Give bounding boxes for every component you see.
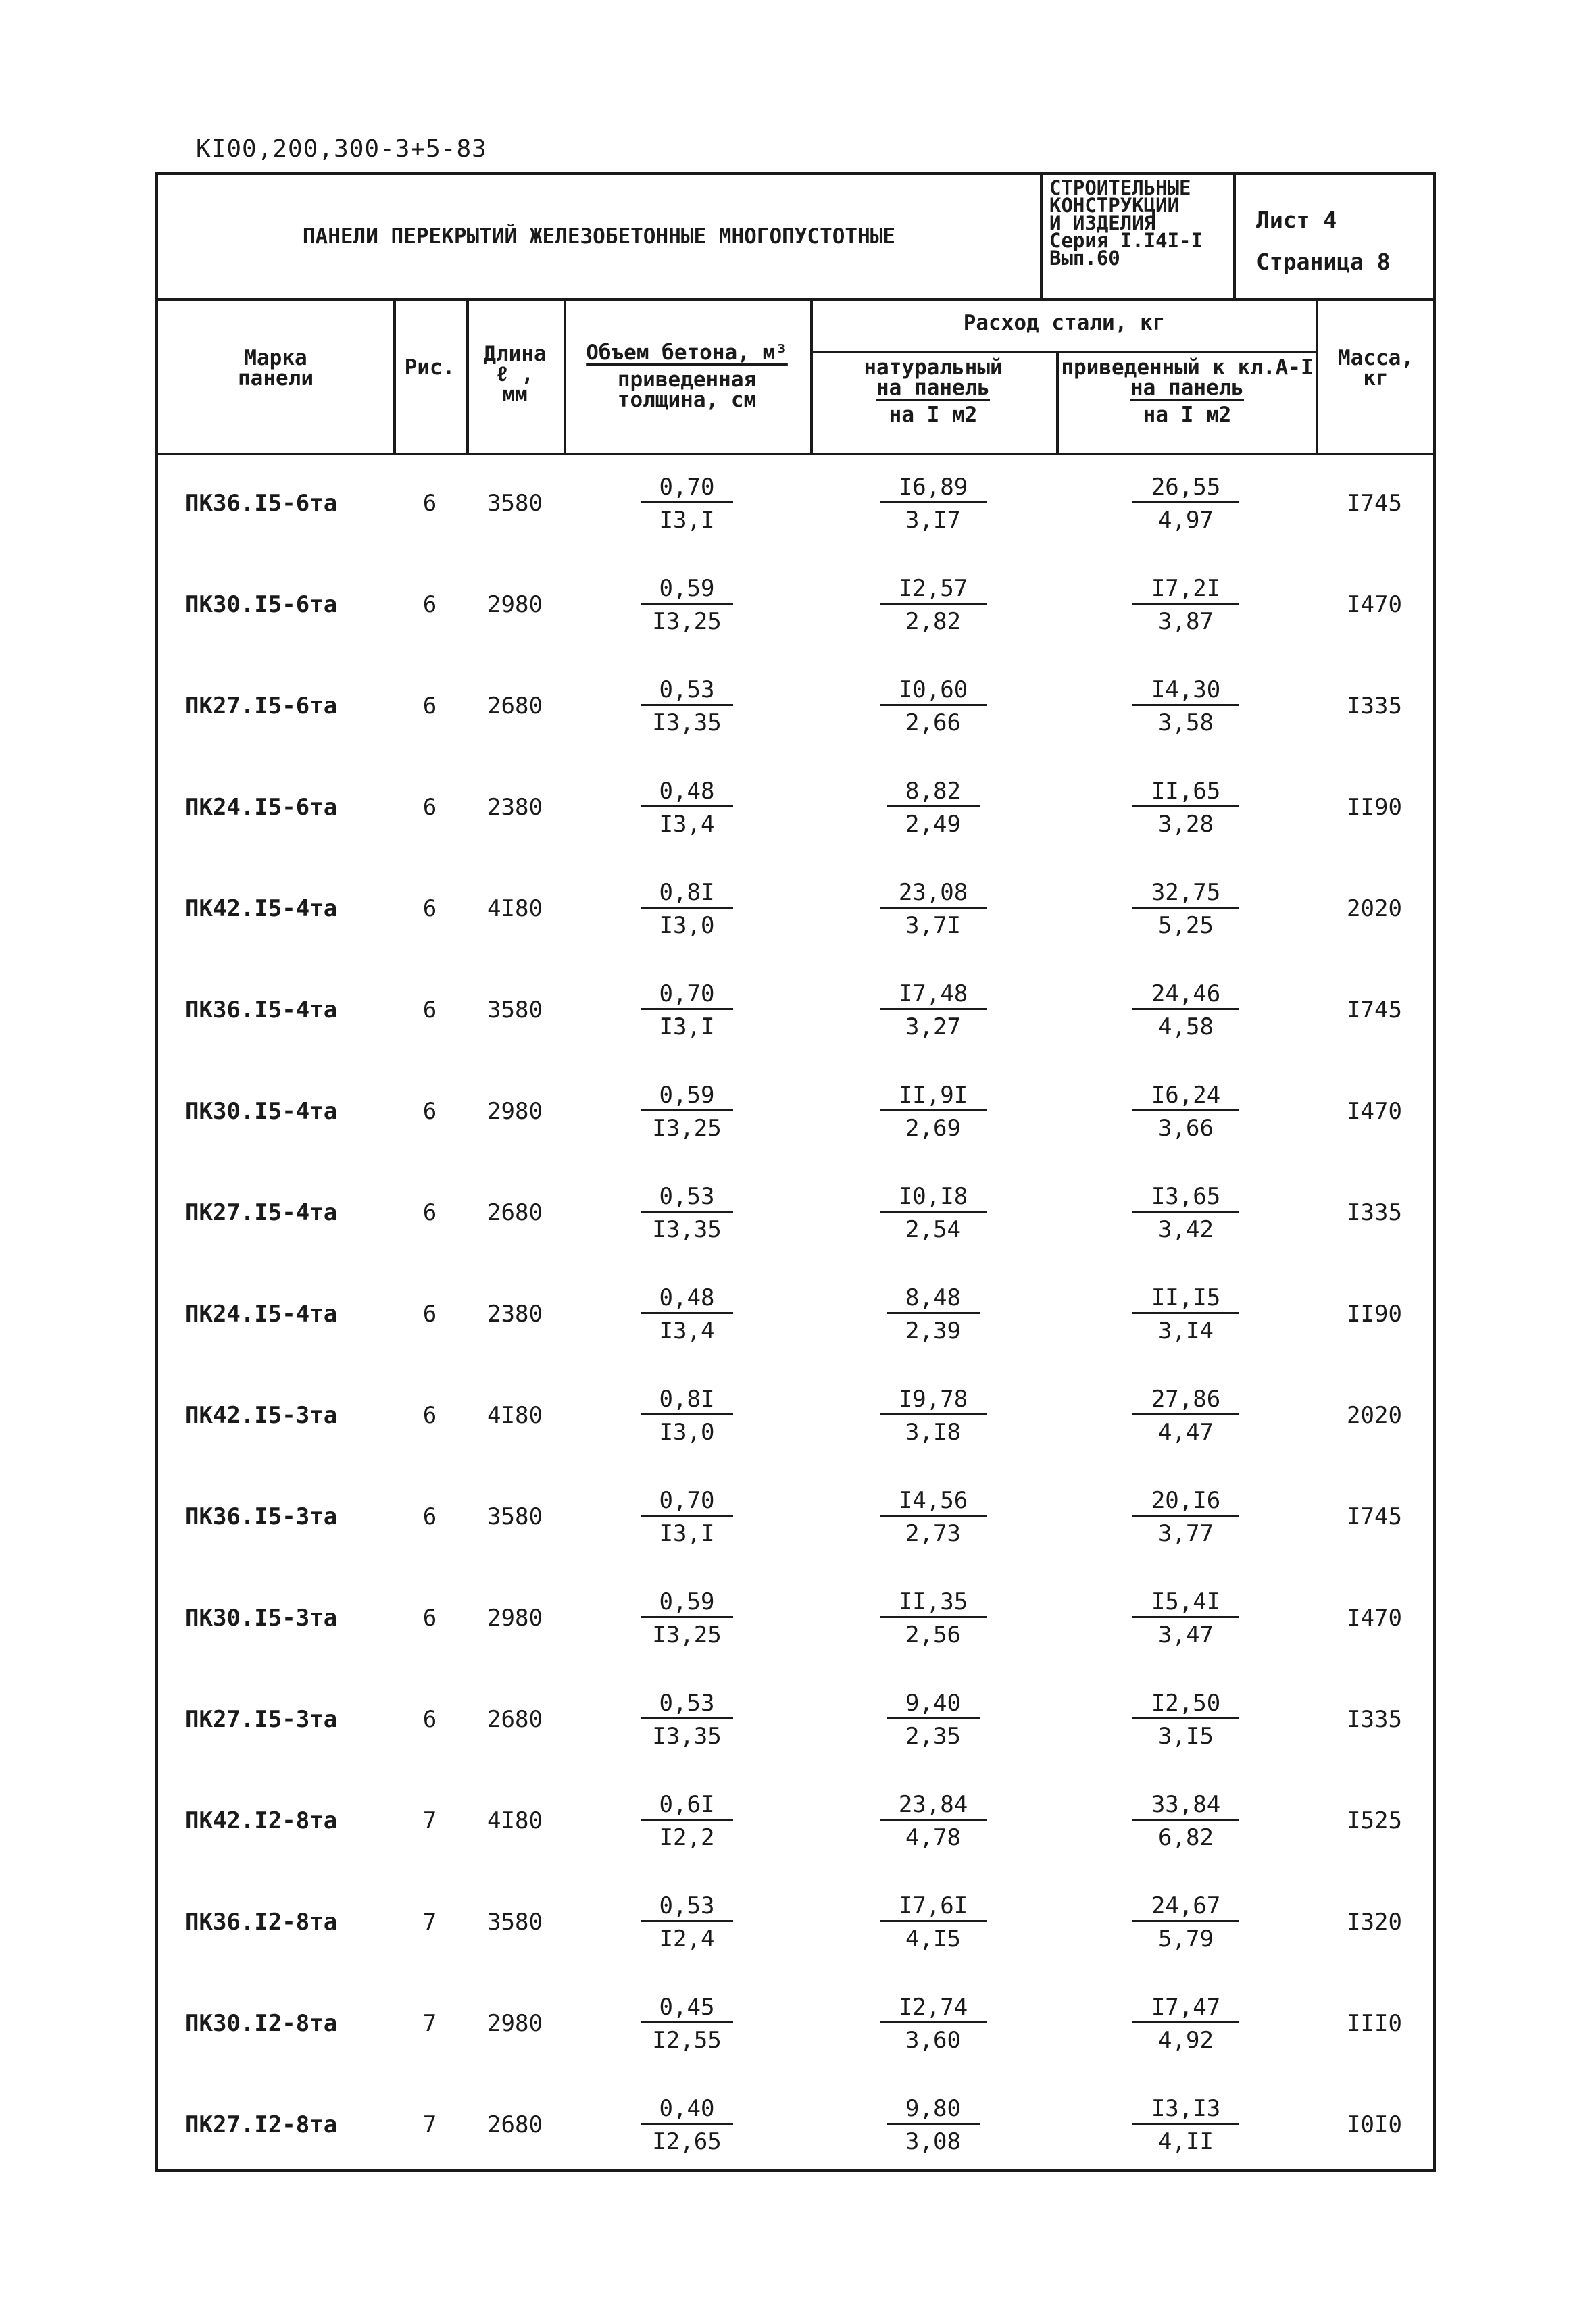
cell-volume	[564, 1672, 810, 1767]
cell-volume	[564, 1976, 810, 2071]
fraction-denominator: I3,35	[652, 709, 722, 736]
table-row	[158, 1165, 1433, 1260]
fraction-denominator: 3,I4	[1158, 1317, 1214, 1344]
fraction-denominator: I3,4	[659, 810, 715, 838]
fraction-denominator: 3,87	[1158, 607, 1214, 635]
fraction-numerator: I3,65	[1132, 1182, 1239, 1213]
table-row	[158, 1875, 1433, 1969]
page-number: Страница 8	[1256, 249, 1391, 275]
fraction-denominator: 5,25	[1158, 911, 1214, 939]
cell-steel-natural	[810, 1368, 1056, 1463]
cell-steel-reduced	[1056, 659, 1316, 753]
fraction-denominator: 3,77	[1158, 1519, 1214, 1547]
cell-mark: ПК27.I2-8та	[185, 2111, 338, 2138]
fraction-denominator: 3,27	[905, 1013, 961, 1040]
fraction-denominator: 3,I7	[905, 506, 961, 534]
table-row	[158, 557, 1433, 652]
cell-figure: 6	[422, 693, 437, 720]
fraction-numerator: 27,86	[1132, 1385, 1239, 1415]
cell-volume	[564, 1064, 810, 1159]
fraction-denominator: 4,47	[1158, 1418, 1214, 1446]
cell-length: 2980	[487, 2010, 543, 2037]
fraction-denominator: I2,65	[652, 2128, 722, 2155]
header-figure: Рис.	[404, 355, 455, 380]
cell-mark: ПК24.I5-6та	[185, 794, 338, 821]
cell-length: 2980	[487, 1605, 543, 1632]
cell-mark: ПК30.I5-3та	[185, 1605, 338, 1632]
table-row	[158, 456, 1433, 551]
cell-mass: II90	[1347, 794, 1402, 821]
fraction-denominator: 3,I5	[1158, 1722, 1214, 1750]
fraction-denominator: 2,66	[905, 709, 961, 736]
fraction-numerator: 0,53	[641, 1182, 734, 1213]
cell-mark: ПК30.I5-4та	[185, 1098, 338, 1125]
header-mark: Марка панели	[238, 346, 314, 391]
cell-volume	[564, 557, 810, 652]
fraction-denominator: 3,7I	[905, 911, 961, 939]
cell-figure: 6	[422, 1402, 437, 1429]
fraction-numerator: 0,59	[641, 1081, 734, 1111]
fraction-denominator: 2,49	[905, 810, 961, 838]
cell-mark: ПК30.I2-8та	[185, 2010, 338, 2037]
series-line: И ИЗДЕЛИЯ	[1049, 211, 1156, 234]
cell-figure: 6	[422, 591, 437, 618]
cell-length: 2980	[487, 1098, 543, 1125]
table-row	[158, 1571, 1433, 1665]
cell-length: 4I80	[487, 895, 543, 922]
cell-mark: ПК36.I5-3та	[185, 1503, 338, 1530]
cell-length: 2380	[487, 794, 543, 821]
fraction-numerator: 0,53	[641, 1892, 734, 1922]
cell-mark: ПК36.I5-6та	[185, 490, 338, 517]
sheet-box	[1236, 175, 1433, 298]
fraction-numerator: I9,78	[880, 1385, 987, 1415]
cell-mark: ПК27.I5-6та	[185, 693, 338, 720]
cell-volume	[564, 760, 810, 855]
cell-length: 2680	[487, 2111, 543, 2138]
cell-mark: ПК36.I5-4та	[185, 997, 338, 1024]
fraction-denominator: I2,55	[652, 2026, 722, 2054]
fraction-denominator: 3,I8	[905, 1418, 961, 1446]
fraction-denominator: I3,I	[659, 1519, 715, 1547]
fraction-numerator: I0,I8	[880, 1182, 987, 1213]
fraction-denominator: 4,II	[1158, 2128, 1214, 2155]
series-line: Серия I.I4I-I	[1049, 229, 1203, 252]
series-line: Вып.60	[1049, 247, 1120, 270]
data-table	[158, 301, 1433, 2169]
fraction-denominator: 5,79	[1158, 1925, 1214, 1953]
cell-volume	[564, 1875, 810, 1969]
cell-volume	[564, 1368, 810, 1463]
cell-steel-reduced	[1056, 861, 1316, 956]
fraction-numerator: 0,8I	[641, 1385, 734, 1415]
fraction-numerator: 0,6I	[641, 1790, 734, 1821]
cell-steel-natural	[810, 861, 1056, 956]
fraction-numerator: 33,84	[1132, 1790, 1239, 1821]
fraction-denominator: 3,58	[1158, 709, 1214, 736]
cell-figure: 7	[422, 2111, 437, 2138]
cell-figure: 6	[422, 1098, 437, 1125]
cell-figure: 6	[422, 1503, 437, 1530]
table-row	[158, 659, 1433, 753]
cell-mass: 2020	[1347, 895, 1402, 922]
table-row	[158, 760, 1433, 855]
cell-length: 2680	[487, 1199, 543, 1226]
cell-mark: ПК27.I5-3та	[185, 1706, 338, 1733]
fraction-denominator: 2,54	[905, 1215, 961, 1243]
fraction-denominator: I3,0	[659, 911, 715, 939]
fraction-numerator: I4,30	[1132, 676, 1239, 706]
sheet-number: Лист 4	[1256, 207, 1337, 233]
cell-steel-reduced	[1056, 963, 1316, 1057]
cell-volume	[564, 1267, 810, 1361]
cell-figure: 6	[422, 895, 437, 922]
fraction-numerator: I7,6I	[880, 1892, 987, 1922]
cell-volume	[564, 963, 810, 1057]
cell-mass: 2020	[1347, 1402, 1402, 1429]
fraction-numerator: I7,47	[1132, 1993, 1239, 2023]
fraction-numerator: II,65	[1132, 777, 1239, 807]
fraction-numerator: II,35	[880, 1588, 987, 1618]
cell-mass: I745	[1347, 1503, 1402, 1530]
cell-steel-natural	[810, 1672, 1056, 1767]
fraction-numerator: I4,56	[880, 1486, 987, 1517]
fraction-numerator: 0,70	[641, 980, 734, 1010]
cell-volume	[564, 1571, 810, 1665]
fraction-numerator: 0,48	[641, 1284, 734, 1314]
cell-steel-natural	[810, 963, 1056, 1057]
cell-steel-natural	[810, 456, 1056, 551]
fraction-denominator: I3,35	[652, 1722, 722, 1750]
cell-steel-natural	[810, 1064, 1056, 1159]
cell-length: 3580	[487, 1503, 543, 1530]
fraction-numerator: I2,74	[880, 1993, 987, 2023]
header-length: Длина ℓ , мм	[483, 342, 547, 407]
fraction-denominator: 2,82	[905, 607, 961, 635]
cell-mass: III0	[1347, 2010, 1402, 2037]
fraction-denominator: 2,56	[905, 1621, 961, 1649]
cell-figure: 6	[422, 1706, 437, 1733]
cell-volume	[564, 2078, 810, 2172]
fraction-numerator: 0,59	[641, 574, 734, 605]
fraction-numerator: 0,59	[641, 1588, 734, 1618]
cell-mark: ПК24.I5-4та	[185, 1301, 338, 1328]
cell-mass: I335	[1347, 693, 1402, 720]
header-steel-natural: натуральный на панель на I м2	[864, 355, 1003, 427]
fraction-denominator: 3,42	[1158, 1215, 1214, 1243]
cell-volume	[564, 1469, 810, 1564]
fraction-numerator: 24,46	[1132, 980, 1239, 1010]
cell-volume	[564, 1774, 810, 1868]
series-box	[1040, 175, 1236, 298]
fraction-numerator: 0,70	[641, 473, 734, 503]
fraction-numerator: 0,45	[641, 1993, 734, 2023]
fraction-denominator: 6,82	[1158, 1823, 1214, 1851]
fraction-denominator: 2,69	[905, 1114, 961, 1142]
fraction-numerator: I3,I3	[1132, 2094, 1239, 2125]
fraction-denominator: 3,28	[1158, 810, 1214, 838]
table-row	[158, 1774, 1433, 1868]
cell-figure: 6	[422, 997, 437, 1024]
cell-steel-reduced	[1056, 1064, 1316, 1159]
fraction-denominator: I3,25	[652, 607, 722, 635]
cell-mass: I335	[1347, 1706, 1402, 1733]
cell-mass: I470	[1347, 1605, 1402, 1632]
cell-steel-reduced	[1056, 1267, 1316, 1361]
cell-length: 2380	[487, 1301, 543, 1328]
cell-steel-natural	[810, 1976, 1056, 2071]
header-divider	[810, 351, 1318, 353]
table-row	[158, 1976, 1433, 2071]
fraction-numerator: 0,48	[641, 777, 734, 807]
cell-mark: ПК42.I5-4та	[185, 895, 338, 922]
cell-mass: I470	[1347, 591, 1402, 618]
fraction-denominator: 3,60	[905, 2026, 961, 2054]
cell-length: 2680	[487, 1706, 543, 1733]
cell-mark: ПК30.I5-6та	[185, 591, 338, 618]
cell-steel-reduced	[1056, 456, 1316, 551]
fraction-numerator: 24,67	[1132, 1892, 1239, 1922]
fraction-numerator: 9,40	[887, 1689, 980, 1719]
cell-mass: I470	[1347, 1098, 1402, 1125]
cell-steel-reduced	[1056, 1165, 1316, 1260]
title-block	[158, 175, 1433, 301]
fraction-numerator: 20,I6	[1132, 1486, 1239, 1517]
cell-length: 3580	[487, 490, 543, 517]
table-row	[158, 1368, 1433, 1463]
cell-figure: 6	[422, 1301, 437, 1328]
fraction-numerator: 0,70	[641, 1486, 734, 1517]
cell-mass: I320	[1347, 1909, 1402, 1936]
table-row	[158, 1469, 1433, 1564]
cell-mass: I0I0	[1347, 2111, 1402, 2138]
cell-length: 2980	[487, 591, 543, 618]
cell-steel-natural	[810, 1774, 1056, 1868]
cell-length: 4I80	[487, 1807, 543, 1834]
fraction-denominator: I3,35	[652, 1215, 722, 1243]
fraction-denominator: 3,08	[905, 2128, 961, 2155]
cell-mark: ПК42.I5-3та	[185, 1402, 338, 1429]
cell-steel-natural	[810, 1571, 1056, 1665]
fraction-numerator: 32,75	[1132, 878, 1239, 909]
cell-volume	[564, 456, 810, 551]
header-volume: Объем бетона, м³ приведенная толщина, см	[586, 341, 788, 412]
fraction-denominator: 3,47	[1158, 1621, 1214, 1649]
cell-length: 2680	[487, 693, 543, 720]
cell-mass: I745	[1347, 490, 1402, 517]
fraction-numerator: 0,53	[641, 1689, 734, 1719]
cell-steel-reduced	[1056, 1672, 1316, 1767]
cell-steel-natural	[810, 659, 1056, 753]
fraction-denominator: I3,4	[659, 1317, 715, 1344]
cell-volume	[564, 861, 810, 956]
cell-figure: 6	[422, 1199, 437, 1226]
cell-mass: I525	[1347, 1807, 1402, 1834]
cell-volume	[564, 1165, 810, 1260]
fraction-denominator: I2,2	[659, 1823, 715, 1851]
cell-mass: II90	[1347, 1301, 1402, 1328]
cell-length: 3580	[487, 1909, 543, 1936]
cell-volume	[564, 659, 810, 753]
fraction-numerator: I0,60	[880, 676, 987, 706]
fraction-denominator: 2,35	[905, 1722, 961, 1750]
fraction-denominator: 4,58	[1158, 1013, 1214, 1040]
cell-figure: 6	[422, 490, 437, 517]
table-row	[158, 1064, 1433, 1159]
series-line: КОНСТРУКЦИИ	[1049, 194, 1180, 217]
table-row	[158, 2078, 1433, 2172]
fraction-numerator: 0,53	[641, 676, 734, 706]
fraction-denominator: 4,97	[1158, 506, 1214, 534]
fraction-numerator: II,I5	[1132, 1284, 1239, 1314]
fraction-numerator: II,9I	[880, 1081, 987, 1111]
cell-steel-natural	[810, 557, 1056, 652]
fraction-numerator: 0,40	[641, 2094, 734, 2125]
header-bottom-rule	[158, 453, 1433, 455]
fraction-numerator: I2,57	[880, 574, 987, 605]
cell-steel-reduced	[1056, 1469, 1316, 1564]
fraction-denominator: 3,66	[1158, 1114, 1214, 1142]
fraction-numerator: 8,48	[887, 1284, 980, 1314]
cell-mass: I745	[1347, 997, 1402, 1024]
table-row	[158, 861, 1433, 956]
cell-length: 3580	[487, 997, 543, 1024]
fraction-denominator: I3,25	[652, 1621, 722, 1649]
fraction-denominator: 2,73	[905, 1519, 961, 1547]
table-row	[158, 1672, 1433, 1767]
fraction-denominator: I3,I	[659, 1013, 715, 1040]
cell-steel-reduced	[1056, 1571, 1316, 1665]
cell-steel-reduced	[1056, 1875, 1316, 1969]
cell-figure: 7	[422, 2010, 437, 2037]
cell-length: 4I80	[487, 1402, 543, 1429]
cell-steel-reduced	[1056, 1368, 1316, 1463]
cell-figure: 7	[422, 1909, 437, 1936]
cell-steel-reduced	[1056, 1774, 1316, 1868]
cell-steel-natural	[810, 1875, 1056, 1969]
fraction-denominator: I2,4	[659, 1925, 715, 1953]
cell-steel-reduced	[1056, 2078, 1316, 2172]
document-code: КI00,200,300-3+5-83	[196, 135, 487, 163]
table-row	[158, 963, 1433, 1057]
fraction-denominator: I3,0	[659, 1418, 715, 1446]
fraction-denominator: 4,I5	[905, 1925, 961, 1953]
cell-steel-natural	[810, 1165, 1056, 1260]
cell-mark: ПК36.I2-8та	[185, 1909, 338, 1936]
header-mass: Масса, кг	[1338, 346, 1414, 391]
fraction-numerator: I5,4I	[1132, 1588, 1239, 1618]
fraction-numerator: 0,8I	[641, 878, 734, 909]
cell-steel-natural	[810, 1267, 1056, 1361]
cell-steel-reduced	[1056, 1976, 1316, 2071]
cell-mark: ПК42.I2-8та	[185, 1807, 338, 1834]
cell-steel-natural	[810, 2078, 1056, 2172]
fraction-denominator: 4,78	[905, 1823, 961, 1851]
document-title: ПАНЕЛИ ПЕРЕКРЫТИЙ ЖЕЛЕЗОБЕТОННЫЕ МНОГОПУСТОТНЫЕ	[302, 224, 896, 249]
fraction-denominator: I3,25	[652, 1114, 722, 1142]
series-line: СТРОИТЕЛЬНЫЕ	[1049, 176, 1191, 199]
cell-figure: 6	[422, 1605, 437, 1632]
fraction-numerator: I6,24	[1132, 1081, 1239, 1111]
fraction-numerator: 26,55	[1132, 473, 1239, 503]
cell-steel-natural	[810, 1469, 1056, 1564]
cell-steel-natural	[810, 760, 1056, 855]
cell-mass: I335	[1347, 1199, 1402, 1226]
fraction-numerator: 23,08	[880, 878, 987, 909]
fraction-numerator: I7,2I	[1132, 574, 1239, 605]
cell-figure: 7	[422, 1807, 437, 1834]
fraction-denominator: 4,92	[1158, 2026, 1214, 2054]
fraction-denominator: 2,39	[905, 1317, 961, 1344]
table-row	[158, 1267, 1433, 1361]
cell-steel-reduced	[1056, 760, 1316, 855]
fraction-denominator: I3,I	[659, 506, 715, 534]
fraction-numerator: I6,89	[880, 473, 987, 503]
cell-mark: ПК27.I5-4та	[185, 1199, 338, 1226]
cell-figure: 6	[422, 794, 437, 821]
cell-steel-reduced	[1056, 557, 1316, 652]
header-steel-reduced: приведенный к кл.А-I на панель на I м2	[1061, 355, 1314, 427]
sheet-frame	[155, 172, 1436, 2172]
fraction-numerator: 8,82	[887, 777, 980, 807]
fraction-numerator: I7,48	[880, 980, 987, 1010]
header-steel: Расход стали, кг	[963, 311, 1166, 335]
fraction-numerator: I2,50	[1132, 1689, 1239, 1719]
fraction-numerator: 23,84	[880, 1790, 987, 1821]
fraction-numerator: 9,80	[887, 2094, 980, 2125]
